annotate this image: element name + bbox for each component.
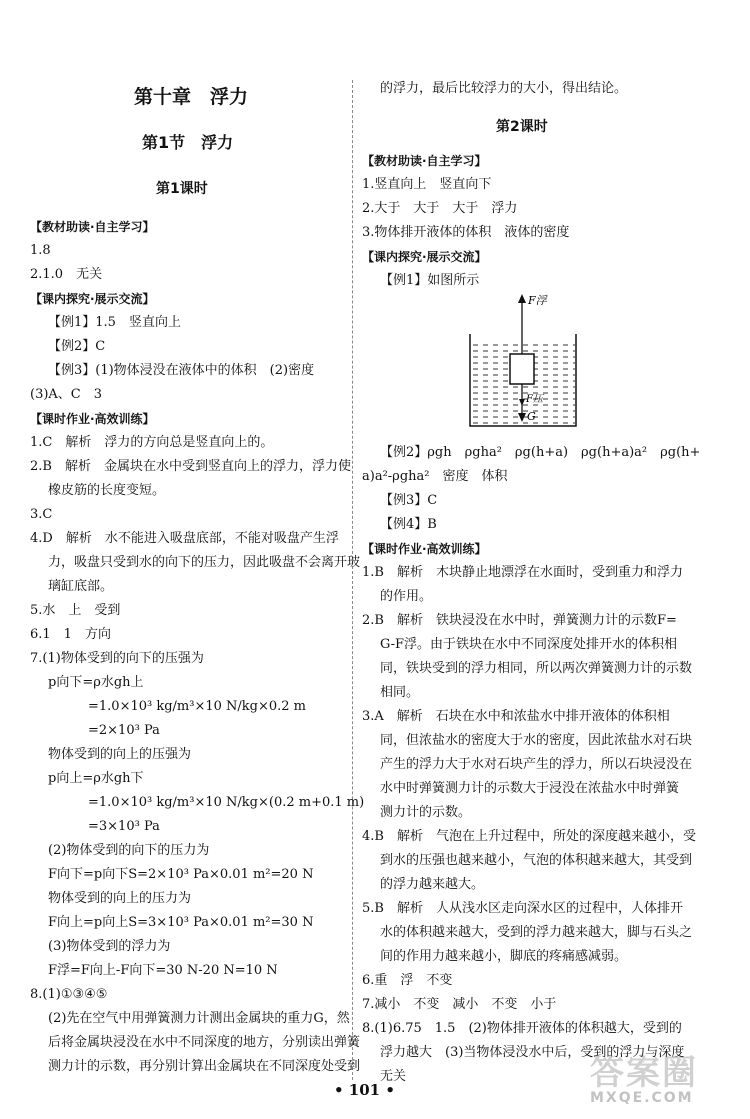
answer-line: 8.(1)①③④⑤ xyxy=(30,987,108,1002)
answer-line: 测力计的示数，再分别计算出金属块在不同深度处受到 xyxy=(48,1059,361,1074)
force-diagram xyxy=(462,288,592,433)
answer-line: 浮力越大 (3)当物体浸没水中后，受到的浮力与深度 xyxy=(380,1045,685,1060)
answer-line: 3.C xyxy=(30,507,53,522)
answer-line: 橡皮筋的长度变短。 xyxy=(48,483,166,498)
answer-line: 2.B 解析 金属块在水中受到竖直向上的浮力，浮力使 xyxy=(30,459,351,474)
section-tag: 【教材助读·自主学习】 xyxy=(362,154,487,168)
formula-line: p向下=ρ水gh上 xyxy=(48,675,144,690)
section-tag: 【课内探究·展示交流】 xyxy=(30,292,155,306)
answer-line: 5.水 上 受到 xyxy=(30,603,121,618)
answer-line: (3)物体受到的浮力为 xyxy=(48,939,171,954)
answer-line: 【例4】B xyxy=(380,517,437,532)
answer-line: 2.1.0 无关 xyxy=(30,267,103,282)
chapter-title: 第十章 浮力 xyxy=(134,86,249,108)
submerged-block xyxy=(510,354,534,384)
formula-line: =3×10³ Pa xyxy=(88,819,160,834)
answer-line: 间的作用力越来越小，脚底的疼痛感减弱。 xyxy=(380,949,628,964)
lesson-title: 第2课时 xyxy=(496,119,548,135)
formula-line: =1.0×10³ kg/m³×10 N/kg×(0.2 m+0.1 m) xyxy=(88,795,365,810)
answer-line: 水中时弹簧测力计的示数大于浸没在浓盐水中时弹簧 xyxy=(380,781,680,796)
answer-line: 5.B 解析 人从浅水区走向深水区的过程中，人体排开 xyxy=(362,901,683,916)
answer-line: 4.D 解析 水不能进入吸盘底部，不能对吸盘产生浮 xyxy=(30,531,339,546)
watermark-main: 答案圈 xyxy=(590,1053,698,1093)
page-number: • 101 • xyxy=(334,1081,395,1099)
answer-line: 相同。 xyxy=(380,685,420,700)
answer-line: 1.竖直向上 竖直向下 xyxy=(362,177,492,192)
answer-line: 3.物体排开液体的体积 液体的密度 xyxy=(362,225,570,240)
label-f-buoyancy: F浮 xyxy=(528,294,547,307)
answer-line: 产生的浮力大于水对石块产生的浮力，所以石块浸没在 xyxy=(380,757,693,772)
answer-line: 【例2】C xyxy=(48,339,106,354)
answer-line: 【例3】C xyxy=(380,493,438,508)
answer-line: (2)先在空气中用弹簧测力计测出金属块的重力G，然 xyxy=(48,1011,350,1026)
formula-line: =1.0×10³ kg/m³×10 N/kg×0.2 m xyxy=(88,699,307,714)
answer-line: 4.B 解析 气泡在上升过程中，所处的深度越来越小，受 xyxy=(362,829,696,844)
answer-line: 的浮力，最后比较浮力的大小，得出结论。 xyxy=(380,81,628,96)
answer-line: (2)物体受到的向下的压力为 xyxy=(48,843,210,858)
formula-line: =2×10³ Pa xyxy=(88,723,160,738)
answer-line: 到水的压强也越来越小，气泡的体积越来越大，其受到 xyxy=(380,853,693,868)
answer-line: G-F浮。由于铁块在水中不同深度处排开水的体积相 xyxy=(380,637,678,652)
answer-line: 7.减小 不变 减小 不变 小于 xyxy=(362,997,557,1012)
watermark-logo xyxy=(590,1045,740,1115)
answer-line: 1.8 xyxy=(30,243,51,258)
section-tag: 【课内探究·展示交流】 xyxy=(362,250,487,264)
formula-line: F浮=F向上-F向下=30 N-20 N=10 N xyxy=(48,963,278,978)
answer-line: 后将金属块浸没在水中不同深度的地方，分别读出弹簧 xyxy=(48,1035,361,1050)
answer-line: 7.(1)物体受到的向下的压强为 xyxy=(30,651,204,666)
answer-line: 【例1】如图所示 xyxy=(380,273,480,288)
buoyancy-arrowhead xyxy=(518,294,526,303)
answer-line: 物体受到的向上的压力为 xyxy=(48,891,192,906)
answer-line: 【例3】(1)物体浸没在液体中的体积 (2)密度 xyxy=(48,363,315,378)
answer-line: 1.B 解析 木块静止地漂浮在水面时，受到重力和浮力 xyxy=(362,565,683,580)
answer-line: 【例1】1.5 竖直向上 xyxy=(48,315,181,330)
answer-line: 物体受到的向上的压强为 xyxy=(48,747,192,762)
answer-line: 的浮力越来越大。 xyxy=(380,877,485,892)
answer-line: 璃缸底部。 xyxy=(48,579,114,594)
answer-line: 同，铁块受到的浮力相同，所以两次弹簧测力计的示数 xyxy=(380,661,693,676)
section-title: 第1节 浮力 xyxy=(142,133,234,152)
label-f-pressure: F压 xyxy=(526,394,543,405)
answer-line: (3)A、C 3 xyxy=(30,387,103,402)
section-tag: 【课时作业·高效训练】 xyxy=(362,542,487,556)
answer-line: 2.B 解析 铁块浸没在水中时，弹簧测力计的示数F= xyxy=(362,613,677,628)
section-tag: 【课时作业·高效训练】 xyxy=(30,412,155,426)
column-divider xyxy=(352,80,353,1080)
formula-line: p向上=ρ水gh下 xyxy=(48,771,144,786)
section-tag: 【教材助读·自主学习】 xyxy=(30,220,155,234)
answer-line: 的作用。 xyxy=(380,589,433,604)
answer-line: 2.大于 大于 大于 浮力 xyxy=(362,201,518,216)
answer-line: 【例2】ρgh ρgha² ρg(h+a) ρg(h+a)a² ρg(h+ xyxy=(380,445,701,460)
answer-line: 6.重 浮 不变 xyxy=(362,973,453,988)
answer-line: 水的体积越来越大，受到的浮力越来越大，脚与石头之 xyxy=(380,925,693,940)
answer-line: 6.1 1 方向 xyxy=(30,627,111,642)
answer-line: a)a²-ρgha² 密度 体积 xyxy=(362,469,508,484)
answer-line: 1.C 解析 浮力的方向总是竖直向上的。 xyxy=(30,435,274,450)
answer-line: 力，吸盘只受到水的向下的压力，因此吸盘不会离开玻 xyxy=(48,555,361,570)
formula-line: F向下=p向下S=2×10³ Pa×0.01 m²=20 N xyxy=(48,867,314,882)
answer-line: 测力计的示数。 xyxy=(380,805,472,820)
watermark-sub: MXQE.COM xyxy=(590,1090,694,1106)
answer-line: 3.A 解析 石块在水中和浓盐水中排开液体的体积相 xyxy=(362,709,670,724)
answer-line: 无关 xyxy=(380,1069,407,1084)
answer-line: 8.(1)6.75 1.5 (2)物体排开液体的体积越大，受到的 xyxy=(362,1021,682,1036)
formula-line: F向上=p向上S=3×10³ Pa×0.01 m²=30 N xyxy=(48,915,314,930)
answer-line: 同，但浓盐水的密度大于水的密度，因此浓盐水对石块 xyxy=(380,733,693,748)
lesson-title: 第1课时 xyxy=(156,181,208,197)
label-gravity: G xyxy=(527,410,536,423)
